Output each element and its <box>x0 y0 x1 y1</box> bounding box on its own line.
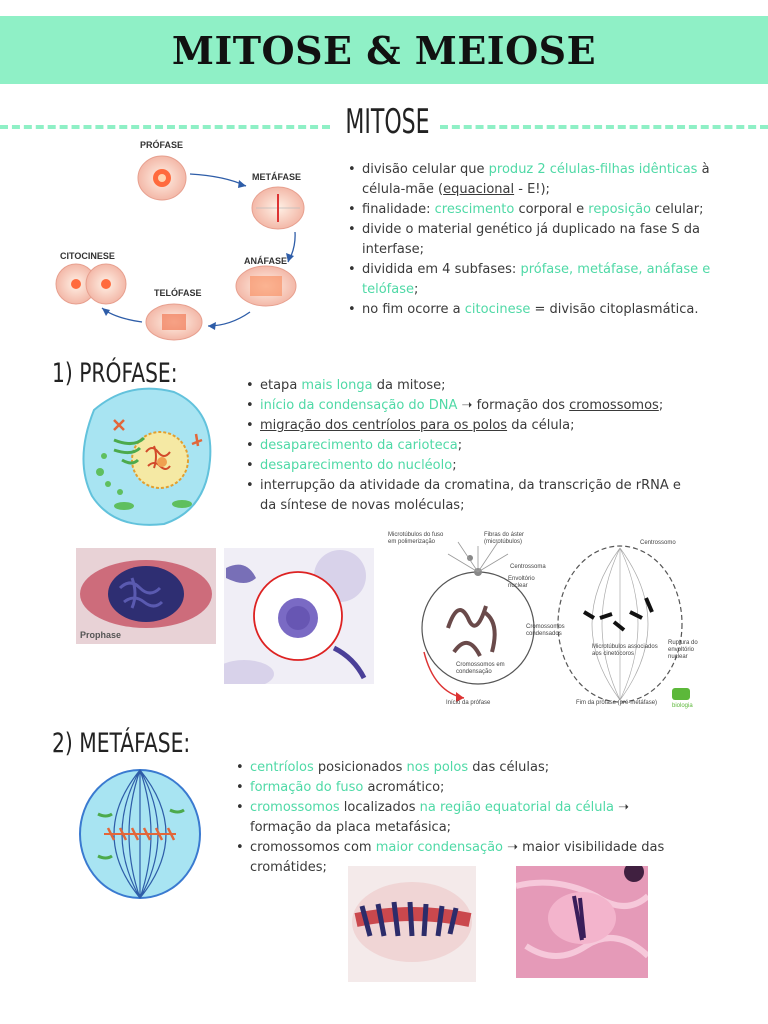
diagram-logo-text: biologia <box>672 703 693 709</box>
highlighted-text: desaparecimento da carioteca <box>260 438 458 453</box>
underlined-text: equacional <box>443 182 515 197</box>
bullet-text: finalidade: <box>362 202 435 217</box>
bullet-text: celular; <box>651 202 704 217</box>
intro-bullet <box>344 200 714 220</box>
highlighted-text: formação do fuso <box>250 780 364 795</box>
metafase-bullet-list <box>232 758 692 878</box>
highlighted-text: nos polos <box>406 760 469 775</box>
divider-right <box>440 125 768 129</box>
diagram-label-8: Centrossomo <box>640 540 676 546</box>
bullet-text: divisão celular que <box>362 162 489 177</box>
prophase-caption: Prophase <box>80 630 122 640</box>
profase.bullets-bullet <box>242 476 682 516</box>
bullet-text: ➝ formação da placa metafásica; <box>250 800 630 835</box>
profase.bullets-bullet <box>242 456 682 476</box>
bullet-text: divide o material genético já duplicado na fase S da interfase; <box>362 222 700 257</box>
mitosis-cycle-diagram <box>50 136 340 346</box>
profase.bullets-bullet <box>242 396 682 416</box>
metafase-title: 2) METÁFASE: <box>52 728 191 759</box>
bullet-text: acromático; <box>363 780 445 795</box>
bullet-text: ; <box>452 458 457 473</box>
bullet-text: das células; <box>468 760 550 775</box>
diagram-label-1: Microtúbulos do fuso em polimerização <box>388 532 444 545</box>
metafase.bullets-bullet <box>232 778 692 798</box>
prophase-micrograph <box>76 548 216 644</box>
bullet-text: interrupção da atividade da cromatina, da transcrição de rRNA e da síntese de novas moléculas; <box>260 478 681 513</box>
underlined-text: cromossomos <box>569 398 659 413</box>
intro-bullet <box>344 160 714 200</box>
label-telofase: TELÓFASE <box>154 288 202 298</box>
metaphase-micrograph-2 <box>516 866 648 978</box>
metafase.bullets-bullet <box>232 798 692 838</box>
highlighted-text: maior condensação <box>375 840 504 855</box>
profase.bullets-bullet <box>242 376 682 396</box>
intro-bullet <box>344 300 714 320</box>
bullet-text: dividida em 4 subfases: <box>362 262 521 277</box>
bullet-text: ; <box>457 438 463 453</box>
highlighted-text: centríolos <box>250 760 314 775</box>
bullet-text: ; <box>413 282 419 297</box>
divider-left <box>0 125 330 129</box>
prophase-stained-cell-photo <box>224 548 374 684</box>
metafase.bullets-bullet <box>232 758 692 778</box>
bullet-text: no fim ocorre a <box>362 302 465 317</box>
page-title: MITOSE & MEIOSE <box>171 28 597 73</box>
bullet-text: cromossomos com <box>250 840 376 855</box>
diagram-label-7: Início da prófase <box>446 700 491 706</box>
bullet-text: localizados <box>339 800 420 815</box>
profase-labeled-diagram <box>384 532 698 708</box>
highlighted-text: desaparecimento do nucléolo <box>260 458 453 473</box>
profase.bullets-bullet <box>242 436 682 456</box>
intro-bullet <box>344 220 714 260</box>
profase-title: 1) PRÓFASE: <box>52 358 178 389</box>
bullet-text: à célula-mãe ( <box>362 162 710 197</box>
diagram-label-11: Fim da prófase (pré-metáfase) <box>576 700 658 706</box>
bullet-text: da célula; <box>507 418 575 433</box>
diagram-label-3: Centrossoma <box>510 564 546 570</box>
bullet-text: ; <box>658 398 664 413</box>
highlighted-text: na região equatorial da célula <box>419 800 615 815</box>
profase.bullets-bullet <box>242 416 682 436</box>
diagram-label-5: Cromossomos condensados <box>526 624 565 637</box>
intro-bullet-list <box>344 160 714 320</box>
label-metafase: METÁFASE <box>252 172 302 182</box>
highlighted-text: mais longa <box>301 378 373 393</box>
highlighted-text: citocinese <box>464 302 531 317</box>
highlighted-text: prófase, metáfase, anáfase e telófase <box>362 262 711 297</box>
bullet-text: = divisão citoplasmática. <box>530 302 699 317</box>
diagram-label-9: Microtúbulos associados aos cinetócoros <box>592 644 658 657</box>
diagram-label-2: Fibras do áster (microtúbulos) <box>484 532 525 545</box>
highlighted-text: início da condensação do DNA <box>260 398 458 413</box>
profase-bullet-list <box>242 376 682 516</box>
diagram-label-4: Envoltório nuclear <box>508 576 535 589</box>
bullet-text: da mitose; <box>372 378 446 393</box>
label-profase: PRÓFASE <box>140 140 184 150</box>
label-citocinese: CITOCINESE <box>60 251 115 261</box>
bullet-text: corporal e <box>514 202 589 217</box>
highlighted-text: produz 2 células-filhas idênticas <box>488 162 698 177</box>
intro-bullet <box>344 260 714 300</box>
bullet-text: ➝ maior visibilidade das cromátides; <box>250 840 665 875</box>
bullet-text: posicionados <box>313 760 407 775</box>
label-anafase: ANÁFASE <box>244 256 288 266</box>
highlighted-text: cromossomos <box>250 800 340 815</box>
section-title: MITOSE <box>345 102 430 142</box>
bullet-text: etapa <box>260 378 302 393</box>
bullet-text: - E!); <box>514 182 550 197</box>
diagram-label-10: Ruptura do envoltório nuclear <box>668 640 698 660</box>
metafase-cell-illustration <box>74 764 208 904</box>
bullet-text: ➝ formação dos <box>457 398 570 413</box>
underlined-text: migração dos centríolos para os polos <box>260 418 508 433</box>
highlighted-text: reposição <box>588 202 652 217</box>
highlighted-text: crescimento <box>434 202 515 217</box>
metaphase-micrograph-1 <box>348 866 476 982</box>
profase-cell-illustration <box>74 380 216 528</box>
diagram-label-6: Cromossomos em condensação <box>456 662 505 675</box>
